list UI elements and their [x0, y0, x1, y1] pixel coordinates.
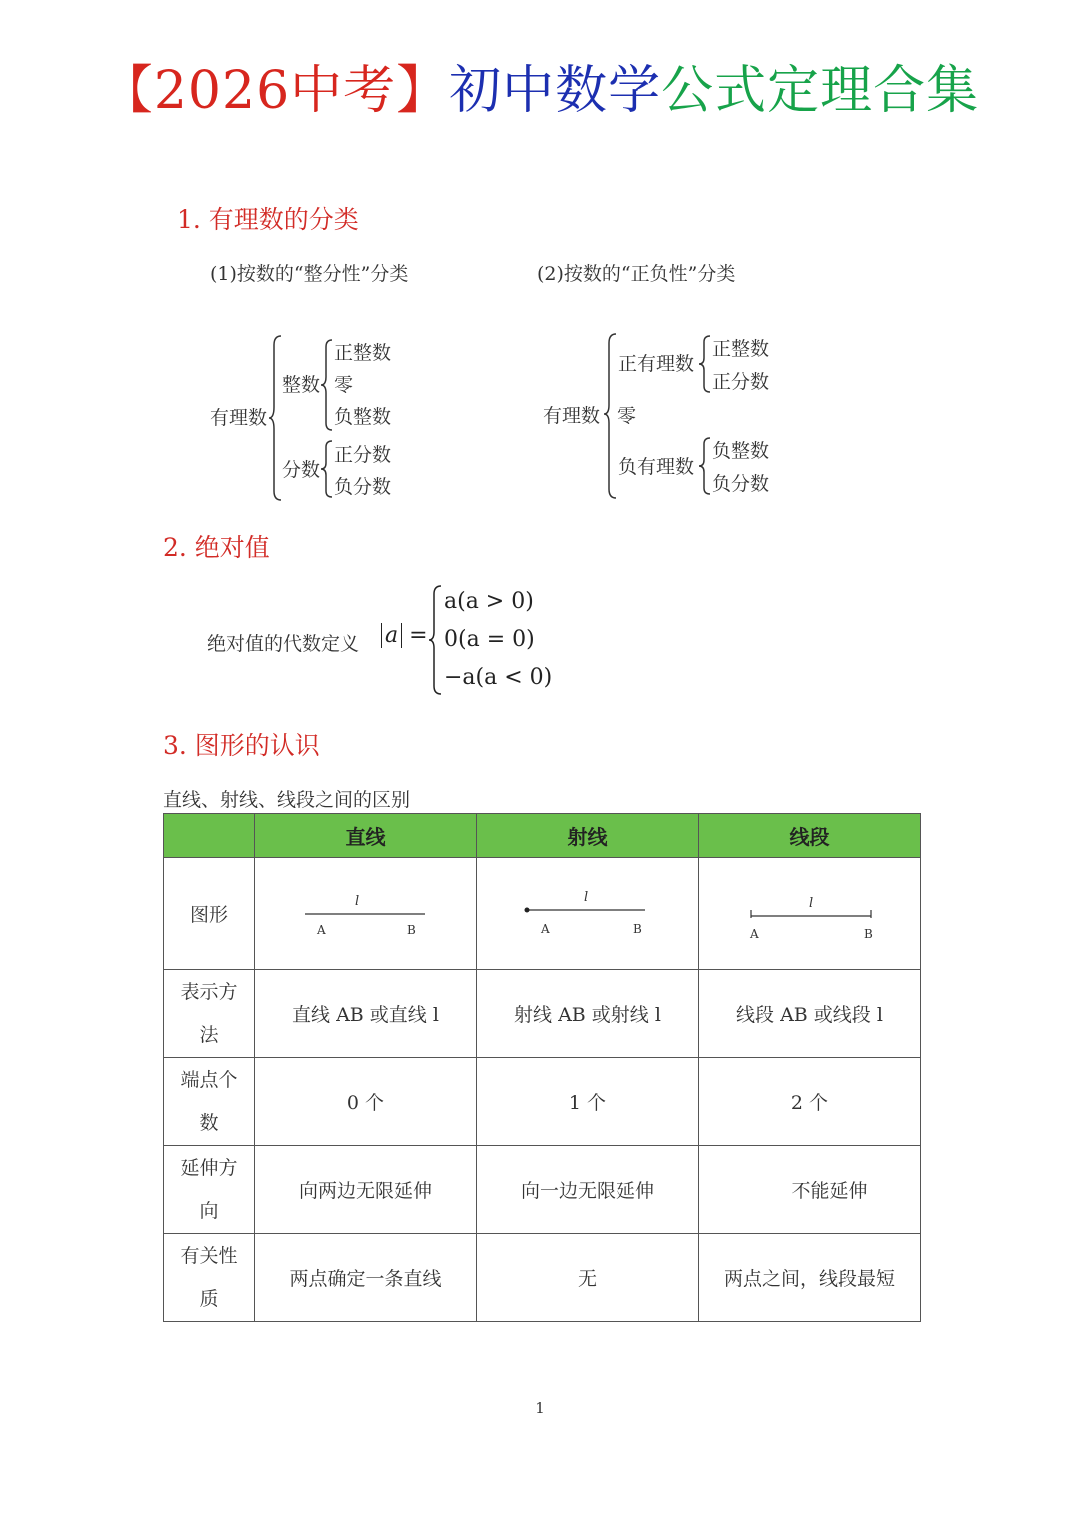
- tree1-fraction: 分数: [282, 459, 321, 481]
- title-tag: 【2026中考】: [100, 61, 450, 121]
- title-topic: 公式定理合集: [661, 61, 980, 121]
- section1-sub2: (2)按数的“正负性”分类: [537, 263, 736, 285]
- row-label: [164, 1058, 255, 1146]
- row-label: [164, 1234, 255, 1322]
- ray-diagram: [477, 858, 699, 964]
- table-row: [164, 1234, 921, 1322]
- ray-label-a: A: [541, 922, 550, 936]
- tree1-fraction-brace: [320, 440, 334, 498]
- row-label: [164, 970, 255, 1058]
- table-cell: 向两边无限延伸: [255, 1146, 477, 1234]
- table-cell: 2 个: [699, 1058, 921, 1146]
- abs-case-2: 0(a = 0): [444, 627, 535, 652]
- absolute-value-label: 绝对值的代数定义: [207, 633, 360, 655]
- row-label-diagram: 图形: [164, 858, 255, 970]
- page-number: 1: [535, 1399, 545, 1417]
- segment-label-a: A: [750, 927, 759, 941]
- table-cell: 向一边无限延伸: [477, 1146, 699, 1234]
- table-cell: 两点确定一条直线: [255, 1234, 477, 1322]
- table-cell: 不能延伸: [699, 1146, 921, 1234]
- row-label-line1: 延伸方: [180, 1156, 238, 1179]
- tree1-integer-brace: [320, 339, 334, 431]
- tree1-root: 有理数: [210, 407, 268, 429]
- tree2-positive: 正有理数: [618, 353, 695, 375]
- diagram-segment-cell: [699, 858, 921, 970]
- title-subject: 初中数学: [449, 61, 662, 121]
- tree2-pos-child-1: 正整数: [712, 338, 770, 360]
- segment-diagram: [699, 858, 921, 964]
- tree1-child-2: 零: [334, 374, 354, 396]
- row-label-line1: 端点个: [180, 1068, 238, 1091]
- row-label-line1: 表示方: [180, 980, 238, 1003]
- row-label: [164, 1146, 255, 1234]
- segment-label-l: l: [809, 896, 814, 911]
- section1-sub1: (1)按数的“整分性”分类: [210, 263, 409, 285]
- line-label-a: A: [317, 923, 326, 937]
- line-label-l: l: [355, 894, 360, 909]
- table-row: [164, 970, 921, 1058]
- tree2-negative: 负有理数: [618, 456, 695, 478]
- line-diagram: [255, 858, 477, 964]
- header-line: 直线: [255, 814, 477, 858]
- table-cell: 无: [477, 1234, 699, 1322]
- absolute-value-brace: [428, 585, 444, 695]
- page-title: [0, 48, 1080, 123]
- section2-heading: 2. 绝对值: [163, 533, 270, 562]
- diagram-line-cell: [255, 858, 477, 970]
- tree2-root: 有理数: [543, 405, 601, 427]
- section3-heading: 3. 图形的认识: [163, 731, 320, 760]
- tree2-pos-child-2: 正分数: [712, 371, 770, 393]
- tree1-child-5: 负分数: [334, 476, 392, 498]
- tree2-positive-brace: [698, 335, 712, 393]
- section1-heading: 1. 有理数的分类: [177, 205, 359, 234]
- comparison-table: [163, 813, 921, 1322]
- tree1-child-1: 正整数: [334, 342, 392, 364]
- tree2-zero: 零: [617, 405, 637, 427]
- tree2-neg-child-1: 负整数: [712, 440, 770, 462]
- table-cell: 两点之间，线段最短: [699, 1234, 921, 1322]
- table-row: [164, 1058, 921, 1146]
- tree1-integer: 整数: [282, 374, 321, 396]
- table-row-diagram: [164, 858, 921, 970]
- table-cell: 射线 AB 或射线 l: [477, 970, 699, 1058]
- diagram-ray-cell: [477, 858, 699, 970]
- table-row: [164, 1146, 921, 1234]
- abs-case-1: a(a > 0): [444, 589, 534, 614]
- table-cell: 直线 AB 或直线 l: [255, 970, 477, 1058]
- header-segment: 线段: [699, 814, 921, 858]
- table-header-row: [164, 814, 921, 858]
- tree1-child-3: 负整数: [334, 406, 392, 428]
- header-blank: [164, 814, 255, 858]
- header-ray: 射线: [477, 814, 699, 858]
- row-label-line2: 数: [199, 1111, 219, 1134]
- absolute-value-expression: a =: [381, 623, 428, 648]
- line-label-b: B: [407, 923, 416, 937]
- table-caption: 直线、射线、线段之间的区别: [163, 789, 411, 811]
- table-cell: 1 个: [477, 1058, 699, 1146]
- row-label-line2: 质: [199, 1287, 219, 1310]
- tree2-neg-child-2: 负分数: [712, 473, 770, 495]
- abs-case-3: −a(a < 0): [444, 665, 553, 690]
- row-label-line1: 有关性: [180, 1244, 238, 1267]
- ray-label-b: B: [633, 922, 642, 936]
- segment-label-b: B: [864, 927, 873, 941]
- table-cell: 0 个: [255, 1058, 477, 1146]
- ray-label-l: l: [584, 890, 589, 905]
- row-label-line2: 向: [199, 1199, 219, 1222]
- tree1-child-4: 正分数: [334, 444, 392, 466]
- tree2-negative-brace: [698, 437, 712, 495]
- row-label-line2: 法: [199, 1023, 219, 1046]
- table-cell: 线段 AB 或线段 l: [699, 970, 921, 1058]
